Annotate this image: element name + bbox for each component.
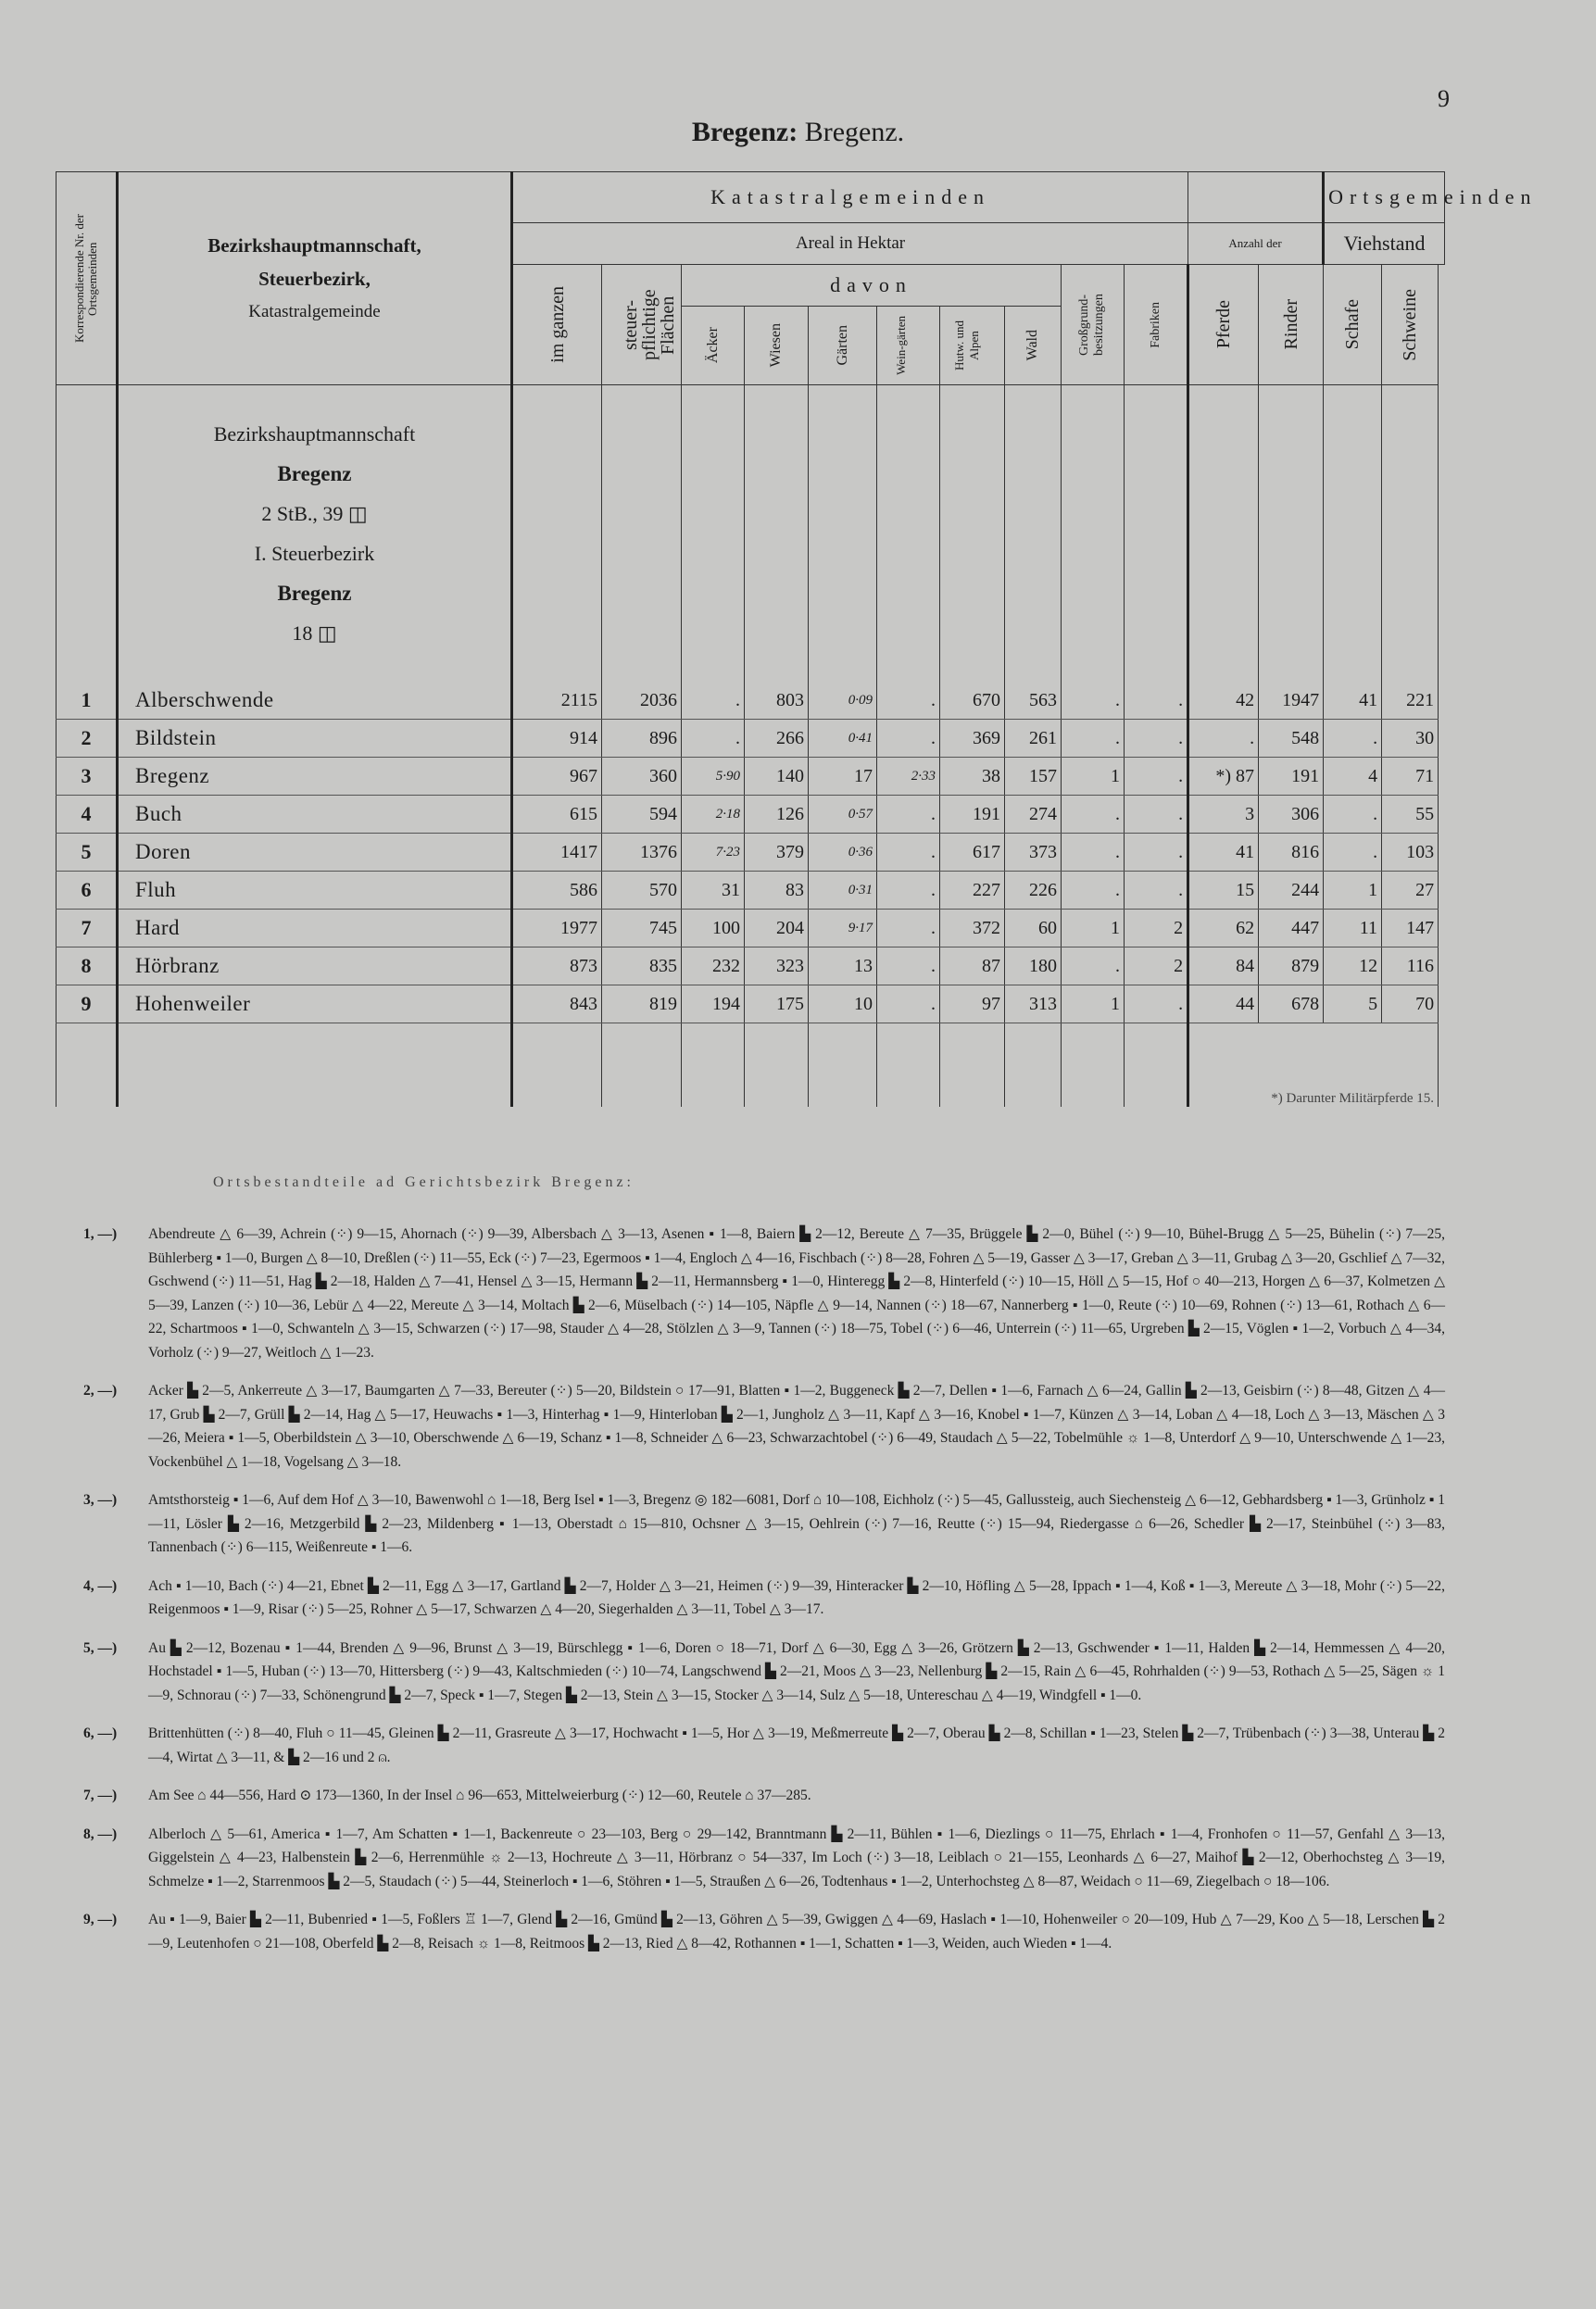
col-weingaerten: Wein-gärten — [877, 307, 940, 385]
cell-rinder: 191 — [1259, 758, 1324, 796]
cell-im-ganzen: 967 — [512, 758, 602, 796]
cell-wiesen: 379 — [745, 834, 809, 872]
cell-grossgrund: 1 — [1062, 910, 1125, 947]
cell-pferde: . — [1188, 720, 1259, 758]
note-number: 1, —) — [83, 1226, 118, 1242]
cell-fabriken: . — [1125, 834, 1188, 872]
cell-aecker: 5·90 — [682, 758, 745, 796]
cell-name: Hörbranz — [118, 947, 512, 985]
district-name: Bregenz — [277, 462, 352, 485]
cell-schweine: 70 — [1382, 985, 1439, 1023]
cell-wiesen: 266 — [745, 720, 809, 758]
cell-weingaerten: . — [877, 834, 940, 872]
cell-hutweiden: 617 — [940, 834, 1005, 872]
cell-im-ganzen: 2115 — [512, 682, 602, 720]
cell-aecker: 194 — [682, 985, 745, 1023]
cell-name: Hard — [118, 910, 512, 947]
cell-wald: 226 — [1005, 872, 1062, 910]
cell-hutweiden: 227 — [940, 872, 1005, 910]
cell-weingaerten: 2·33 — [877, 758, 940, 796]
note-text: Amtsthorsteig ▪ 1—6, Auf dem Hof △ 3—10, Bawenwohl ⌂ 1—18, Berg Isel ▪ 1—3, Bregenz ◎ 182—6081, Dorf ⌂ 10—108, Eichholz (⁘) 5—45, Gallussteig, auch Siechensteig △ 6—12, Gebhardsberg ▪ 1—3, Grünholz ▪ 1—11, Lösler ▙ 2—16, Metzgerbild ▙ 2—23, Mildenberg ▪ 1—13, Oberstadt ⌂ 15—810, Ochsner △ 3—15, Oehlrein (⁘) 7—16, Reutte (⁘) 15—94, Riedergasse ⌂ 6—26, Schedler ▙ 2—17, Steinbühel (⁘) 3—83, Tannenbach (⁘) 6—115, Weißenreute ▪ 1—6. — [148, 1492, 1445, 1555]
cell-schweine: 30 — [1382, 720, 1439, 758]
cell-rinder: 306 — [1259, 796, 1324, 834]
cell-aecker: 2·18 — [682, 796, 745, 834]
cell-pferde: 44 — [1188, 985, 1259, 1023]
col-steuerpflichtig: steuer-pflichtige Flächen — [602, 265, 682, 385]
cell-steuerpflichtig: 896 — [602, 720, 682, 758]
table-row — [57, 985, 1445, 1023]
note-number: 8, —) — [83, 1826, 118, 1842]
cell-fabriken: 2 — [1125, 947, 1188, 985]
cell-hutweiden: 38 — [940, 758, 1005, 796]
cell-weingaerten: . — [877, 947, 940, 985]
cell-nr: 6 — [57, 872, 118, 910]
cell-steuerpflichtig: 570 — [602, 872, 682, 910]
cell-aecker: . — [682, 720, 745, 758]
cell-wiesen: 323 — [745, 947, 809, 985]
cell-grossgrund: 1 — [1062, 758, 1125, 796]
cell-rinder: 816 — [1259, 834, 1324, 872]
cell-pferde: 84 — [1188, 947, 1259, 985]
note-number: 9, —) — [83, 1912, 118, 1927]
cell-wiesen: 204 — [745, 910, 809, 947]
cell-grossgrund: 1 — [1062, 985, 1125, 1023]
col-grossgrund: Großgrund-besitzungen — [1062, 265, 1125, 385]
title-court: Bregenz. — [804, 117, 905, 147]
note-text: Au ▙ 2—12, Bozenau ▪ 1—44, Brenden △ 9—96, Brunst △ 3—19, Bürschlegg ▪ 1—6, Doren ○ 18—71, Dorf △ 6—30, Egg △ 3—26, Grötzern ▙ 2—13, Gschwender ▪ 1—11, Halden ▙ 2—14, Hemmessen △ 4—20, Hochstadel ▪ 1—5, Huban (⁘) 13—70, Hittersberg (⁘) 9—43, Kaltschmieden (⁘) 10—74, Langschwend ▙ 2—21, Moos △ 3—23, Nellenburg ▙ 2—15, Rain △ 6—45, Rohrhalden (⁘) 9—53, Rothach △ 5—25, Sägen ☼ 1—9, Schnorau (⁘) 7—33, Schönengrund ▙ 2—7, Speck ▪ 1—7, Stegen ▙ 2—13, Stein △ 3—15, Stocker △ 3—14, Sulz △ 5—18, Untereschau △ 4—19, Windgfell ▪ 1—0. — [148, 1639, 1445, 1703]
note-paragraph — [83, 1823, 1445, 1894]
steuerbezirk-name: Bregenz — [277, 582, 352, 605]
cell-schafe: 4 — [1324, 758, 1382, 796]
cell-wiesen: 175 — [745, 985, 809, 1023]
note-number: 5, —) — [83, 1639, 118, 1656]
cell-rinder: 244 — [1259, 872, 1324, 910]
district-label: Bezirkshauptmannschaft — [213, 422, 416, 445]
cell-im-ganzen: 873 — [512, 947, 602, 985]
table-row — [57, 758, 1445, 796]
col-pferde: Pferde — [1188, 265, 1259, 385]
cell-name: Buch — [118, 796, 512, 834]
cell-schafe: 12 — [1324, 947, 1382, 985]
steuerbezirk-label: I. Steuerbezirk — [254, 542, 375, 565]
note-number: 3, —) — [83, 1492, 118, 1508]
col-aecker: Äcker — [682, 307, 745, 385]
cell-steuerpflichtig: 835 — [602, 947, 682, 985]
name-header-line1: Bezirkshauptmannschaft, — [207, 233, 421, 257]
cell-nr: 2 — [57, 720, 118, 758]
areal-header: Areal in Hektar — [512, 223, 1188, 265]
cell-im-ganzen: 914 — [512, 720, 602, 758]
cell-nr: 3 — [57, 758, 118, 796]
cell-hutweiden: 97 — [940, 985, 1005, 1023]
cell-wiesen: 126 — [745, 796, 809, 834]
cell-wiesen: 140 — [745, 758, 809, 796]
cell-wald: 313 — [1005, 985, 1062, 1023]
table-row — [57, 720, 1445, 758]
cell-grossgrund: . — [1062, 796, 1125, 834]
cell-rinder: 678 — [1259, 985, 1324, 1023]
cell-rinder: 447 — [1259, 910, 1324, 947]
cell-im-ganzen: 1977 — [512, 910, 602, 947]
title-district: Bregenz: — [691, 117, 798, 147]
cell-name: Fluh — [118, 872, 512, 910]
cell-weingaerten: . — [877, 910, 940, 947]
note-paragraph — [83, 1223, 1445, 1364]
cell-gaerten: 13 — [809, 947, 877, 985]
note-number: 7, —) — [83, 1788, 118, 1803]
cell-schafe: . — [1324, 834, 1382, 872]
cell-grossgrund: . — [1062, 720, 1125, 758]
cell-pferde: *) 87 — [1188, 758, 1259, 796]
col-fabriken: Fabriken — [1125, 265, 1188, 385]
table-row — [57, 682, 1445, 720]
col-wiesen: Wiesen — [745, 307, 809, 385]
cell-name: Bildstein — [118, 720, 512, 758]
col-hutweiden: Hutw. und Alpen — [940, 307, 1005, 385]
cell-im-ganzen: 1417 — [512, 834, 602, 872]
cell-schweine: 27 — [1382, 872, 1439, 910]
cell-hutweiden: 87 — [940, 947, 1005, 985]
cell-schafe: . — [1324, 720, 1382, 758]
cell-rinder: 1947 — [1259, 682, 1324, 720]
cell-pferde: 41 — [1188, 834, 1259, 872]
cell-schweine: 103 — [1382, 834, 1439, 872]
cell-wald: 563 — [1005, 682, 1062, 720]
cell-pferde: 15 — [1188, 872, 1259, 910]
note-paragraph — [83, 1722, 1445, 1769]
cell-nr: 5 — [57, 834, 118, 872]
cell-grossgrund: . — [1062, 682, 1125, 720]
note-text: Brittenhütten (⁘) 8—40, Fluh ○ 11—45, Gleinen ▙ 2—11, Grasreute △ 3—17, Hochwacht ▪ 1—5, Hor △ 3—19, Meßmerreute ▙ 2—7, Oberau ▙ 2—8, Schillan ▪ 1—23, Stelen ▙ 2—7, Trübenbach (⁘) 3—38, Unterau ▙ 2—4, Wirtat △ 3—11, & ▙ 2—16 und 2 ⍝. — [148, 1725, 1445, 1765]
viehstand-header: Viehstand — [1324, 223, 1445, 265]
cell-schafe: 5 — [1324, 985, 1382, 1023]
blank-row — [57, 1023, 1445, 1108]
cell-im-ganzen: 586 — [512, 872, 602, 910]
cell-name: Bregenz — [118, 758, 512, 796]
cell-grossgrund: . — [1062, 834, 1125, 872]
note-paragraph — [83, 1488, 1445, 1560]
cell-fabriken: . — [1125, 985, 1188, 1023]
cell-steuerpflichtig: 745 — [602, 910, 682, 947]
cell-steuerpflichtig: 594 — [602, 796, 682, 834]
note-number: 6, —) — [83, 1725, 118, 1741]
cell-hutweiden: 372 — [940, 910, 1005, 947]
district-info: 2 StB., 39 ◫ — [261, 502, 368, 525]
cell-nr: 9 — [57, 985, 118, 1023]
cell-gaerten: 0·36 — [809, 834, 877, 872]
note-text: Acker ▙ 2—5, Ankerreute △ 3—17, Baumgarten △ 7—33, Bereuter (⁘) 5—20, Bildstein ○ 17—91, Blatten ▪ 1—2, Buggeneck ▙ 2—7, Dellen ▪ 1—6, Farnach △ 6—24, Gallin ▙ 2—13, Geisbirn (⁘) 8—48, Gitzen △ 4—17, Grub ▙ 2—7, Grüll ▙ 2—14, Hag △ 5—17, Heuwachs ▪ 1—3, Hinterhag ▪ 1—9, Hinterloban ▙ 2—1, Jungholz △ 3—11, Kapf △ 3—16, Knobel ▪ 1—7, Künzen △ 3—14, Loban △ 4—18, Loch △ 3—13, Mäschen △ 3—26, Meiera ▪ 1—5, Oberbildstein △ 3—10, Oberschwende △ 6—19, Schanz ▪ 1—8, Schneider △ 6—23, Schwarzachtobel (⁘) 6—49, Staudach △ 5—22, Tobelmühle ☼ 1—8, Unterdorf △ 9—10, Unterschwende △ 1—23, Vockenbühel △ 1—18, Vogelsang △ 3—18. — [148, 1383, 1445, 1470]
name-header-line2: Steuerbezirk, — [258, 267, 371, 290]
col-im-ganzen: im ganzen — [512, 265, 602, 385]
cell-gaerten: 9·17 — [809, 910, 877, 947]
cell-schafe: 41 — [1324, 682, 1382, 720]
statistics-table — [56, 171, 1538, 1107]
katastral-header-ext — [1188, 172, 1324, 223]
note-paragraph — [83, 1908, 1445, 1955]
cell-gaerten: 0·31 — [809, 872, 877, 910]
cell-gaerten: 17 — [809, 758, 877, 796]
cell-gaerten: 10 — [809, 985, 877, 1023]
table-row — [57, 910, 1445, 947]
cell-aecker: 232 — [682, 947, 745, 985]
cell-im-ganzen: 615 — [512, 796, 602, 834]
cell-rinder: 548 — [1259, 720, 1324, 758]
col-schafe: Schafe — [1324, 265, 1382, 385]
cell-schweine: 221 — [1382, 682, 1439, 720]
cell-hutweiden: 670 — [940, 682, 1005, 720]
note-number: 2, —) — [83, 1383, 118, 1399]
table-footnote: *) Darunter Militärpferde 15. — [1188, 1023, 1439, 1108]
table-row — [57, 796, 1445, 834]
page-title — [0, 117, 1596, 148]
cell-aecker: 31 — [682, 872, 745, 910]
note-text: Alberloch △ 5—61, America ▪ 1—7, Am Schatten ▪ 1—1, Backenreute ○ 23—103, Berg ○ 29—142, Branntmann ▙ 2—11, Bühlen ▪ 1—6, Diezlings ○ 11—75, Ehrlach ▪ 1—4, Fronhofen ○ 11—57, Genfahl △ 3—13, Giggelstein △ 4—23, Halbenstein ▙ 2—6, Herrenmühle ☼ 2—13, Hochreute △ 3—11, Hörbranz ○ 54—337, Im Loch (⁘) 3—18, Leiblach ○ 21—155, Leonhards △ 6—27, Maihof ▙ 2—12, Oberhochsteg △ 3—19, Schmelze ▪ 1—2, Starrenmoos ▙ 2—5, Staudach (⁘) 5—44, Steinerloch ▪ 1—6, Stöhren ▪ 1—5, Straußen △ 6—26, Todtenhaus ▪ 1—2, Unterhochsteg △ 8—87, Weidach ○ 11—69, Ziegelbach ○ 18—106. — [148, 1826, 1445, 1889]
cell-gaerten: 0·57 — [809, 796, 877, 834]
cell-steuerpflichtig: 819 — [602, 985, 682, 1023]
note-number: 4, —) — [83, 1577, 118, 1594]
note-text: Abendreute △ 6—39, Achrein (⁘) 9—15, Ahornach (⁘) 9—39, Albersbach △ 3—13, Asenen ▪ 1—8, Baiern ▙ 2—12, Bereute △ 7—35, Brüggele ▙ 2—0, Bühel (⁘) 9—10, Bühel-Brugg △ 5—25, Bühelin (⁘) 7—25, Bühlerberg ▪ 1—0, Burgen △ 8—10, Dreßlen (⁘) 11—55, Eck (⁘) 7—23, Egermoos ▪ 1—4, Engloch △ 4—16, Fischbach (⁘) 8—28, Fohren △ 5—19, Gasser △ 3—17, Greban △ 3—11, Grubag △ 3—20, Gschlief △ 7—32, Gschwend (⁘) 11—51, Hag ▙ 2—18, Halden △ 7—41, Hensel △ 3—15, Hermann ▙ 2—11, Hermannsberg ▪ 1—0, Hinteregg ▙ 2—8, Hinterfeld (⁘) 10—15, Höll △ 5—15, Hof ○ 40—213, Horgen △ 6—37, Kolmetzen △ 5—39, Lanzen (⁘) 10—36, Lebür △ 4—22, Mereute △ 3—14, Moltach ▙ 2—6, Müselbach (⁘) 14—105, Näpfle △ 9—14, Nannen (⁘) 18—67, Nannerberg ▪ 1—0, Reute (⁘) 10—69, Rohnen (⁘) 13—61, Rothach △ 6—22, Schartmoos ▪ 1—0, Schwanteln △ 3—15, Schwarzen (⁘) 17—98, Stauder △ 4—28, Stölzlen △ 3—9, Tannen (⁘) 18—75, Tobel (⁘) 6—46, Unterrein (⁘) 11—65, Urgreben ▙ 2—15, Vöglen ▪ 1—2, Vorbuch △ 4—34, Vorholz (⁘) 9—27, Weitloch △ 1—23. — [148, 1226, 1445, 1361]
cell-wald: 261 — [1005, 720, 1062, 758]
cell-nr: 1 — [57, 682, 118, 720]
col-rinder: Rinder — [1259, 265, 1324, 385]
cell-name: Hohenweiler — [118, 985, 512, 1023]
cell-fabriken: 2 — [1125, 910, 1188, 947]
table-row — [57, 834, 1445, 872]
cell-fabriken: . — [1125, 682, 1188, 720]
col-gaerten: Gärten — [809, 307, 877, 385]
cell-wiesen: 803 — [745, 682, 809, 720]
cell-steuerpflichtig: 2036 — [602, 682, 682, 720]
katastralgemeinden-header: Katastralgemeinden — [512, 172, 1188, 223]
cell-im-ganzen: 843 — [512, 985, 602, 1023]
cell-schafe: 1 — [1324, 872, 1382, 910]
note-text: Am See ⌂ 44—556, Hard ⊙ 173—1360, In der Insel ⌂ 96—653, Mittelweierburg (⁘) 12—60, Reutele ⌂ 37—285. — [148, 1788, 811, 1803]
nr-column-header: Korrespondierende Nr. der Ortsgemeinden — [57, 172, 118, 385]
table-row — [57, 872, 1445, 910]
ortsbestandteile-notes — [83, 1223, 1445, 1970]
cell-steuerpflichtig: 360 — [602, 758, 682, 796]
district-block — [118, 385, 512, 683]
davon-header: davon — [682, 265, 1062, 307]
name-header-line3: Katastralgemeinde — [248, 301, 381, 321]
table-row — [57, 947, 1445, 985]
note-paragraph — [83, 1379, 1445, 1474]
cell-wald: 157 — [1005, 758, 1062, 796]
cell-wald: 180 — [1005, 947, 1062, 985]
cell-grossgrund: . — [1062, 947, 1125, 985]
cell-gaerten: 0·09 — [809, 682, 877, 720]
cell-aecker: 7·23 — [682, 834, 745, 872]
cell-steuerpflichtig: 1376 — [602, 834, 682, 872]
cell-schweine: 116 — [1382, 947, 1439, 985]
cell-aecker: 100 — [682, 910, 745, 947]
note-text: Au ▪ 1—9, Baier ▙ 2—11, Bubenried ▪ 1—5, Foßlers ♖ 1—7, Glend ▙ 2—16, Gmünd ▙ 2—13, Göhren △ 5—39, Gwiggen △ 4—69, Haslach ▪ 1—10, Hohenweiler ○ 20—109, Hub △ 7—29, Koo △ 5—18, Lerschen ▙ 2—9, Leutenhofen ○ 21—108, Oberfeld ▙ 2—8, Reisach ☼ 1—8, Reitmoos ▙ 2—13, Ried △ 8—42, Rothannen ▪ 1—1, Schatten ▪ 1—3, Weiden, auch Wieden ▪ 1—4. — [148, 1912, 1445, 1951]
cell-fabriken: . — [1125, 872, 1188, 910]
cell-nr: 7 — [57, 910, 118, 947]
cell-name: Doren — [118, 834, 512, 872]
page-number: 9 — [1438, 85, 1450, 112]
cell-wald: 60 — [1005, 910, 1062, 947]
ortsbestandteile-heading: Ortsbestandteile ad Gerichtsbezirk Bregenz: — [213, 1174, 635, 1190]
cell-fabriken: . — [1125, 720, 1188, 758]
cell-weingaerten: . — [877, 720, 940, 758]
cell-nr: 8 — [57, 947, 118, 985]
cell-nr: 4 — [57, 796, 118, 834]
cell-hutweiden: 191 — [940, 796, 1005, 834]
cell-schweine: 71 — [1382, 758, 1439, 796]
cell-fabriken: . — [1125, 758, 1188, 796]
district-header-row — [57, 385, 1445, 683]
note-paragraph — [83, 1637, 1445, 1708]
cell-weingaerten: . — [877, 796, 940, 834]
cell-wald: 373 — [1005, 834, 1062, 872]
cell-schafe: . — [1324, 796, 1382, 834]
cell-wiesen: 83 — [745, 872, 809, 910]
cell-schafe: 11 — [1324, 910, 1382, 947]
note-paragraph — [83, 1575, 1445, 1622]
steuerbezirk-info: 18 ◫ — [292, 621, 337, 645]
col-schweine: Schweine — [1382, 265, 1439, 385]
cell-grossgrund: . — [1062, 872, 1125, 910]
cell-pferde: 42 — [1188, 682, 1259, 720]
note-paragraph — [83, 1784, 1445, 1808]
cell-hutweiden: 369 — [940, 720, 1005, 758]
cell-fabriken: . — [1125, 796, 1188, 834]
cell-gaerten: 0·41 — [809, 720, 877, 758]
anzahl-header: Anzahl der — [1188, 223, 1324, 265]
ortsgemeinden-header: Ortsgemeinden — [1324, 172, 1445, 223]
name-column-header — [118, 172, 512, 385]
cell-weingaerten: . — [877, 985, 940, 1023]
cell-rinder: 879 — [1259, 947, 1324, 985]
cell-schweine: 55 — [1382, 796, 1439, 834]
cell-weingaerten: . — [877, 872, 940, 910]
cell-pferde: 3 — [1188, 796, 1259, 834]
cell-aecker: . — [682, 682, 745, 720]
cell-schweine: 147 — [1382, 910, 1439, 947]
cell-pferde: 62 — [1188, 910, 1259, 947]
cell-wald: 274 — [1005, 796, 1062, 834]
note-text: Ach ▪ 1—10, Bach (⁘) 4—21, Ebnet ▙ 2—11, Egg △ 3—17, Gartland ▙ 2—7, Holder △ 3—21, Heimen (⁘) 9—39, Hinteracker ▙ 2—10, Höfling △ 5—28, Ippach ▪ 1—4, Koß ▪ 1—3, Mereute △ 3—18, Mohr (⁘) 5—22, Reigenmoos ▪ 1—9, Risar (⁘) 5—25, Rohner △ 5—17, Schwarzen △ 4—20, Siegerhalden △ 3—11, Tobel △ 3—17. — [148, 1577, 1445, 1617]
cell-weingaerten: . — [877, 682, 940, 720]
cell-name: Alberschwende — [118, 682, 512, 720]
col-wald: Wald — [1005, 307, 1062, 385]
